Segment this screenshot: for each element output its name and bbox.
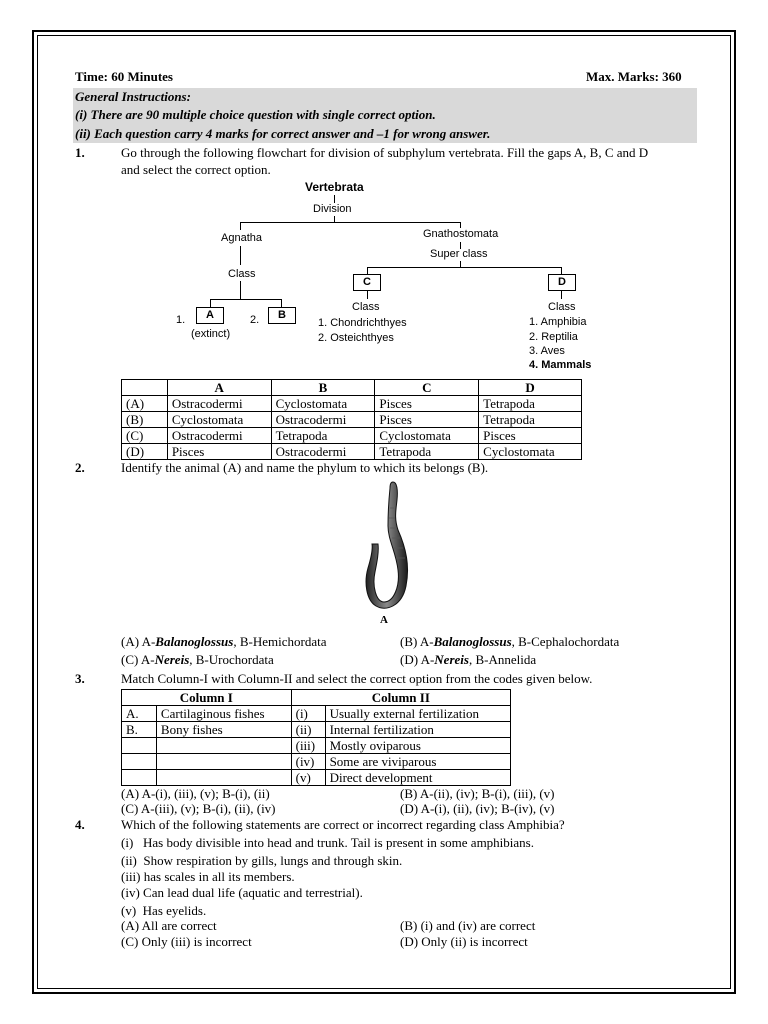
- instruction-line-2: (ii) Each question carry 4 marks for correct answer and –1 for wrong answer.: [75, 126, 491, 141]
- q2-option-c[interactable]: [121, 652, 274, 668]
- table-cell: Usually external fertilization: [325, 706, 510, 722]
- q1-number: 1.: [75, 145, 85, 160]
- q4-text: Which of the following statements are correct or incorrect regarding class Amphibia?: [121, 817, 565, 832]
- table-cell: A.: [122, 706, 157, 722]
- species-name: Balanoglossus: [155, 634, 234, 649]
- q1-text-line-1: Go through the following flowchart for division of subphylum vertebrata. Fill the gaps A, B, C and D: [121, 145, 649, 160]
- flowchart-c-item-1: 1. Chondrichthyes: [318, 317, 407, 329]
- flowchart-super-class: Super class: [430, 248, 488, 260]
- q2-number: 2.: [75, 460, 85, 475]
- table-cell: Mostly oviparous: [325, 738, 510, 754]
- flowchart-box-a: A: [196, 307, 224, 324]
- table-cell: (ii): [291, 722, 325, 738]
- flowchart-d-item-1: 1. Amphibia: [529, 316, 587, 328]
- table-row: [122, 412, 582, 428]
- table-cell: [122, 770, 157, 786]
- option-prefix: (A) A-: [121, 634, 156, 649]
- q3-match-table: [121, 689, 511, 786]
- q4-option-a[interactable]: (A) All are correct: [121, 918, 217, 933]
- flowchart-division: Division: [313, 203, 352, 215]
- table-cell: (D): [122, 444, 168, 460]
- table-cell: (C): [122, 428, 168, 444]
- flow-line: [240, 222, 461, 223]
- table-row: [122, 722, 511, 738]
- table-header: A: [167, 380, 271, 396]
- flow-line: [210, 299, 282, 300]
- flowchart-c-class: Class: [352, 301, 380, 313]
- q1-options-table: [121, 379, 582, 460]
- flowchart-c-item-2: 2. Osteichthyes: [318, 332, 394, 344]
- table-cell: Ostracodermi: [271, 412, 375, 428]
- flowchart-agnatha: Agnatha: [221, 232, 262, 244]
- flowchart-d-item-2: 2. Reptilia: [529, 331, 578, 343]
- q2-figure-label: A: [380, 614, 388, 626]
- flow-line: [281, 299, 282, 307]
- table-header-row: [122, 690, 511, 706]
- flowchart-extinct: (extinct): [191, 328, 231, 340]
- q2-option-b[interactable]: [400, 634, 619, 650]
- option-suffix: , B-Annelida: [468, 652, 537, 667]
- table-cell: Cyclostomata: [375, 428, 479, 444]
- flowchart-num-2: 2.: [250, 314, 260, 326]
- option-suffix: , B-Hemichordata: [233, 634, 327, 649]
- table-cell: Pisces: [479, 428, 582, 444]
- table-cell: Cyclostomata: [271, 396, 375, 412]
- q2-option-d[interactable]: [400, 652, 536, 668]
- table-cell: (iii): [291, 738, 325, 754]
- time-label: Time: 60 Minutes: [75, 69, 173, 84]
- table-row: [122, 428, 582, 444]
- flow-line: [561, 291, 562, 299]
- table-cell: (v): [291, 770, 325, 786]
- table-cell: [122, 738, 157, 754]
- table-cell: Some are viviparous: [325, 754, 510, 770]
- table-row: [122, 396, 582, 412]
- table-cell: Cyclostomata: [479, 444, 582, 460]
- flowchart-d-item-4: 4. Mammals: [529, 359, 592, 371]
- flow-line: [210, 299, 211, 307]
- q4-statement-1: (i) Has body divisible into head and trunk. Tail is present in some amphibians.: [121, 835, 534, 850]
- table-cell: (iv): [291, 754, 325, 770]
- table-cell: Tetrapoda: [271, 428, 375, 444]
- table-cell: Tetrapoda: [479, 412, 582, 428]
- table-row: [122, 770, 511, 786]
- table-cell: Cyclostomata: [167, 412, 271, 428]
- flow-line: [240, 281, 241, 299]
- q4-number: 4.: [75, 817, 85, 832]
- flow-line: [240, 246, 241, 265]
- max-marks-label: Max. Marks: 360: [586, 69, 682, 84]
- q3-option-c[interactable]: (C) A-(iii), (v); B-(i), (ii), (iv): [121, 801, 276, 816]
- table-header: [122, 380, 168, 396]
- q4-option-b[interactable]: (B) (i) and (iv) are correct: [400, 918, 536, 933]
- table-cell: Pisces: [375, 412, 479, 428]
- balanoglossus-figure: [350, 478, 430, 618]
- table-cell: Tetrapoda: [479, 396, 582, 412]
- column-1-header: Column I: [122, 690, 292, 706]
- table-row: [122, 444, 582, 460]
- flow-line: [367, 291, 368, 299]
- option-prefix: (C) A-: [121, 652, 155, 667]
- table-cell: (B): [122, 412, 168, 428]
- flow-line: [240, 222, 241, 230]
- flowchart-d-class: Class: [548, 301, 576, 313]
- table-header: D: [479, 380, 582, 396]
- q2-option-a[interactable]: [121, 634, 326, 650]
- species-name: Nereis: [434, 652, 469, 667]
- table-cell: (A): [122, 396, 168, 412]
- table-cell: (i): [291, 706, 325, 722]
- q3-text: Match Column-I with Column-II and select the correct option from the codes given below.: [121, 671, 593, 686]
- instruction-line-1: (i) There are 90 multiple choice question with single correct option.: [75, 107, 436, 122]
- instructions-title: General Instructions:: [75, 89, 191, 104]
- column-2-header: Column II: [291, 690, 510, 706]
- q4-statement-4: (iv) Can lead dual life (aquatic and terrestrial).: [121, 885, 363, 900]
- flowchart-d-item-3: 3. Aves: [529, 345, 565, 357]
- flowchart-box-c: C: [353, 274, 381, 291]
- option-prefix: (D) A-: [400, 652, 435, 667]
- table-cell: B.: [122, 722, 157, 738]
- table-cell: [156, 738, 291, 754]
- table-cell: Internal fertilization: [325, 722, 510, 738]
- q3-number: 3.: [75, 671, 85, 686]
- flow-line: [334, 195, 335, 203]
- species-name: Balanoglossus: [433, 634, 512, 649]
- table-cell: Direct development: [325, 770, 510, 786]
- table-header: C: [375, 380, 479, 396]
- table-cell: Ostracodermi: [271, 444, 375, 460]
- table-row: [122, 754, 511, 770]
- q4-option-d[interactable]: (D) Only (ii) is incorrect: [400, 934, 528, 949]
- flow-line: [561, 267, 562, 274]
- q4-statement-2: (ii) Show respiration by gills, lungs and through skin.: [121, 853, 403, 868]
- table-cell: Pisces: [375, 396, 479, 412]
- q3-option-d[interactable]: (D) A-(i), (ii), (iv); B-(iv), (v): [400, 801, 555, 816]
- flowchart-num-1: 1.: [176, 314, 186, 326]
- q4-statement-5: (v) Has eyelids.: [121, 903, 207, 918]
- table-cell: Cartilaginous fishes: [156, 706, 291, 722]
- table-cell: Pisces: [167, 444, 271, 460]
- option-suffix: , B-Cephalochordata: [511, 634, 620, 649]
- option-prefix: (B) A-: [400, 634, 434, 649]
- q2-text: Identify the animal (A) and name the phylum to which its belongs (B).: [121, 460, 489, 475]
- flowchart-box-d: D: [548, 274, 576, 291]
- flow-line: [367, 267, 562, 268]
- table-cell: [156, 770, 291, 786]
- q3-option-a[interactable]: (A) A-(i), (iii), (v); B-(i), (ii): [121, 786, 270, 801]
- flow-line: [367, 267, 368, 274]
- flowchart-root: Vertebrata: [305, 180, 364, 194]
- table-header-row: [122, 380, 582, 396]
- table-cell: Ostracodermi: [167, 428, 271, 444]
- table-cell: Bony fishes: [156, 722, 291, 738]
- table-cell: [122, 754, 157, 770]
- table-cell: [156, 754, 291, 770]
- table-cell: Ostracodermi: [167, 396, 271, 412]
- flowchart-agnatha-class: Class: [228, 268, 256, 280]
- table-header: B: [271, 380, 375, 396]
- flowchart-box-b: B: [268, 307, 296, 324]
- flowchart-gnathostomata: Gnathostomata: [423, 228, 499, 240]
- q4-option-c[interactable]: (C) Only (iii) is incorrect: [121, 934, 252, 949]
- option-suffix: , B-Urochordata: [189, 652, 274, 667]
- table-cell: Tetrapoda: [375, 444, 479, 460]
- species-name: Nereis: [154, 652, 190, 667]
- q3-option-b[interactable]: (B) A-(ii), (iv); B-(i), (iii), (v): [400, 786, 555, 801]
- table-row: [122, 738, 511, 754]
- q1-text-line-2: and select the correct option.: [121, 162, 271, 177]
- table-row: [122, 706, 511, 722]
- q4-statement-3: (iii) has scales in all its members.: [121, 869, 295, 884]
